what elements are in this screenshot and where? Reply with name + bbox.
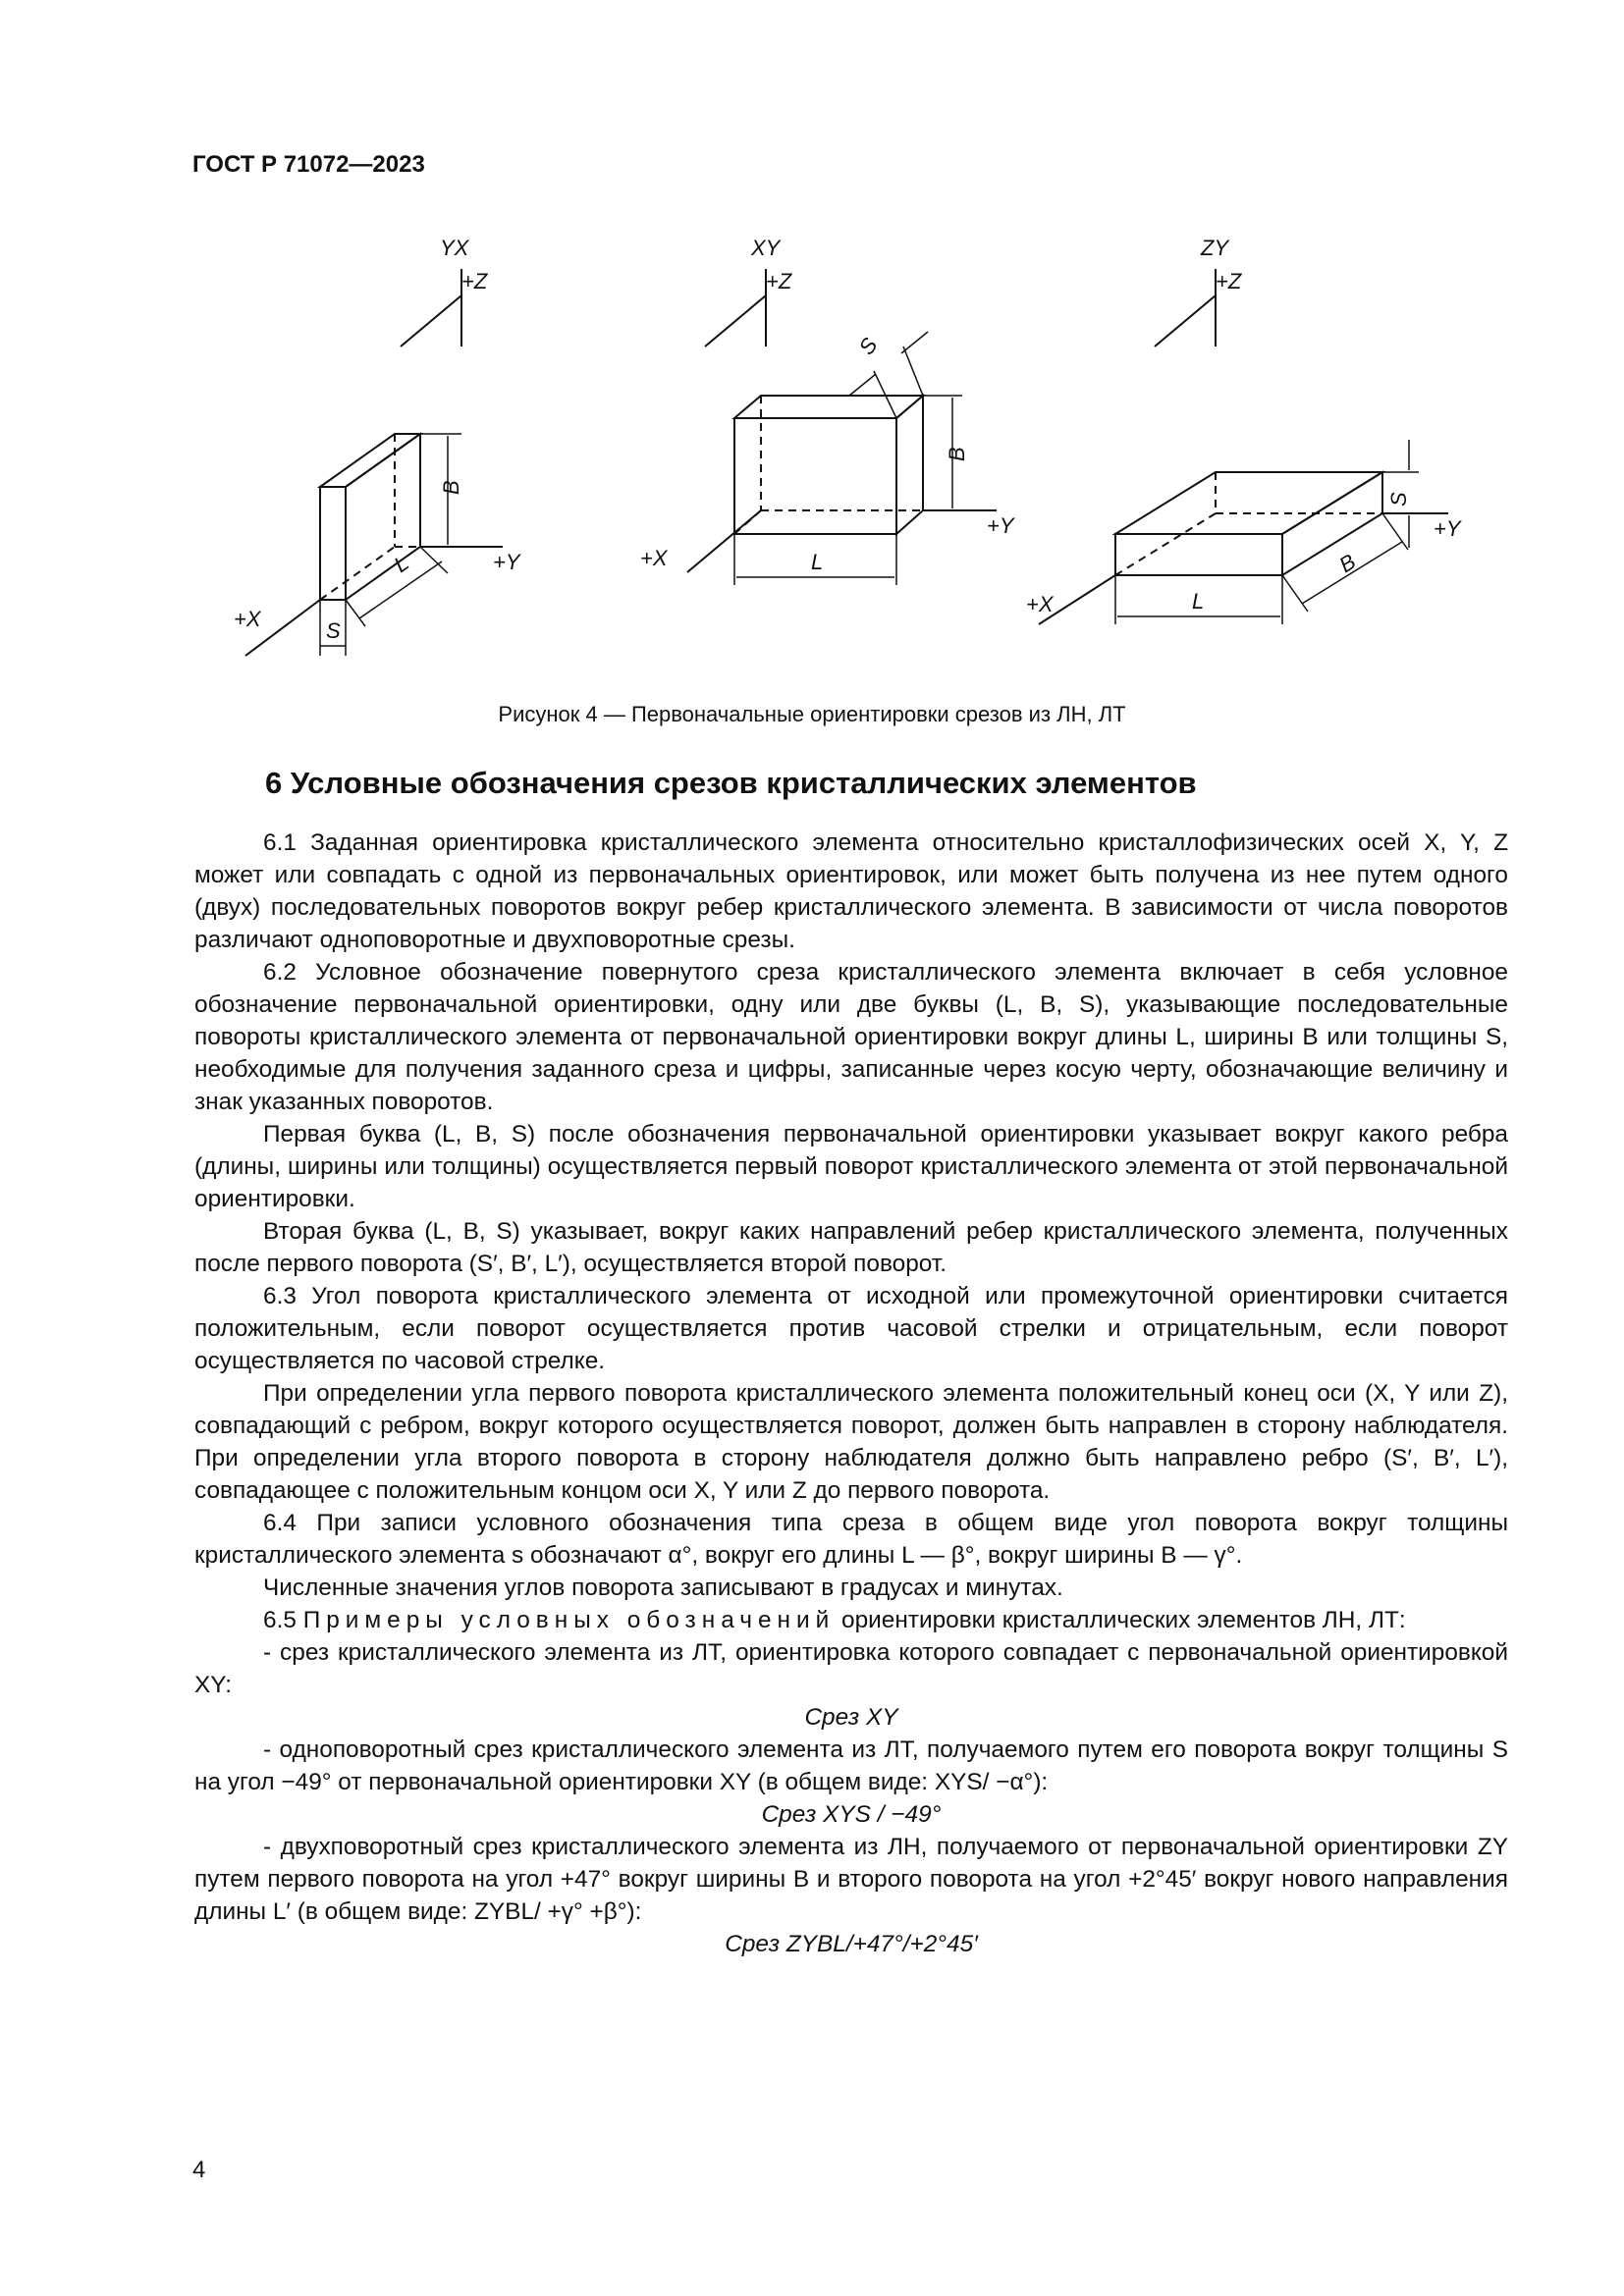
paragraph-first-letter: Первая буква (L, B, S) после обозначения первоначальной ориентировки указывает вокруг какого ребра (длины, ширины или толщины) осуществляется первый поворот кристаллического элемента от этой первоначальной ориентировки. — [194, 1121, 1508, 1212]
panel-zy-l-label: L — [1192, 589, 1205, 614]
paragraph-first-rotation: При определении угла первого поворота кристаллического элемента положительный конец оси (X, Y или Z), совпадающий с ребром, вокруг которого осуществляется поворот, должен быть направлен в сторону наблюдателя. При определении угла второго поворота в сторону наблюдателя должно быть направлено ребро (S′, B′, L′), совпадающее с положительным концом оси X, Y или Z до первого поворота. — [194, 1380, 1508, 1504]
orientation-diagram — [216, 234, 1461, 666]
panel-zy-y-label: +Y — [1434, 516, 1461, 541]
paragraph-6-4: 6.4 При записи условного обозначения типа среза в общем виде угол поворота вокруг толщины кристаллического элемента s обозначают α°, вокруг его длины L — β°, вокруг ширины B — γ°. — [194, 1510, 1508, 1569]
example-2-designation: Срез XYS / −49° — [761, 1801, 942, 1828]
panel-zy-x-label: +X — [1026, 592, 1054, 616]
paragraph-6-3: 6.3 Угол поворота кристаллического элемента от исходной или промежуточной ориентировки считается положительным, если поворот осуществляется против часовой стрелки и отрицательным, если поворот осуществляется по часовой стрелке. — [194, 1283, 1508, 1374]
paragraph-6-2: 6.2 Условное обозначение повернутого среза кристаллического элемента включает в себя условное обозначение первоначальной ориентировки, одну или две буквы (L, B, S), указывающие последовательные повороты кристаллического элемента от первоначальной ориентировки вокруг длины L, ширины B или толщины S, необходимые для получения заданного среза и цифры, записанные через косую черту, обозначающие величину и знак указанных поворотов. — [194, 959, 1508, 1115]
section-body — [194, 827, 1508, 1960]
panel-xy-x-label: +X — [640, 546, 668, 570]
panel-yx-z-label: +Z — [461, 269, 488, 294]
panel-xy-b-label: B — [945, 447, 969, 461]
panel-xy-z-label: +Z — [766, 269, 792, 294]
panel-xy-title: XY — [751, 236, 781, 260]
paragraph-units: Численные значения углов поворота записывают в градусах и минутах. — [263, 1575, 1063, 1601]
panel-xy — [640, 236, 1015, 585]
section-heading: 6 Условные обозначения срезов кристаллических элементов — [265, 766, 1197, 800]
paragraph-6-5-rest: ориентировки кристаллических элементов ЛН, ЛТ: — [835, 1607, 1406, 1633]
figure-caption: Рисунок 4 — Первоначальные ориентировки срезов из ЛН, ЛТ — [498, 702, 1126, 726]
panel-yx — [234, 236, 521, 656]
panel-yx-y-label: +Y — [493, 550, 520, 574]
document-header: ГОСТ Р 71072—2023 — [192, 151, 425, 178]
paragraph-second-letter: Вторая буква (L, B, S) указывает, вокруг каких направлений ребер кристаллического элемента, полученных после первого поворота (S′, B′, L′), осуществляется второй поворот. — [194, 1218, 1508, 1277]
panel-xy-l-label: L — [811, 550, 824, 574]
panel-yx-s-label: S — [326, 618, 341, 643]
panel-yx-x-label: +X — [234, 607, 261, 631]
panel-yx-l-label: L — [389, 550, 413, 578]
orientation-figure — [216, 234, 1461, 666]
panel-zy-z-label: +Z — [1216, 269, 1242, 294]
panel-xy-y-label: +Y — [987, 513, 1014, 538]
example-3-text: - двухповоротный срез кристаллического элемента из ЛН, получаемого от первоначальной ориентировки ZY путем первого поворота на угол +47° вокруг ширины B и второго поворота на угол +2°45′ вокруг нового направления длины L′ (в общем виде: ZYBL/ +γ° +β°): — [194, 1834, 1508, 1925]
panel-zy — [1026, 236, 1462, 624]
panel-xy-s-label: S — [853, 333, 883, 359]
panel-yx-title: YX — [440, 236, 469, 260]
example-1-text: - срез кристаллического элемента из ЛТ, ориентировка которого совпадает с первоначальной ориентировкой XY: — [194, 1639, 1508, 1698]
example-2-text: - одноповоротный срез кристаллического элемента из ЛТ, получаемого путем его поворота вокруг толщины S на угол −49° от первоначальной ориентировки XY (в общем виде: XYS/ −α°): — [194, 1736, 1508, 1795]
paragraph-6-5 — [194, 1604, 1508, 1636]
paragraph-6-5-spaced: Примеры условных обозначений — [302, 1607, 836, 1633]
panel-zy-s-label: S — [1386, 492, 1411, 507]
example-3-designation: Срез ZYBL/+47°/+2°45′ — [725, 1931, 978, 1957]
paragraph-6-5-number: 6.5 — [263, 1607, 303, 1633]
page-number: 4 — [192, 2157, 206, 2183]
panel-yx-b-label: B — [439, 480, 463, 495]
example-1-designation: Срез XY — [804, 1704, 898, 1731]
paragraph-6-1: 6.1 Заданная ориентировка кристаллического элемента относительно кристаллофизических осей X, Y, Z может или совпадать с одной из первоначальных ориентировок, или может быть получена из нее путем одного (двух) последовательных поворотов вокруг ребер кристаллического элемента. В зависимости от числа поворотов различают одноповоротные и двухповоротные срезы. — [194, 829, 1508, 953]
panel-zy-b-label: B — [1334, 549, 1361, 578]
panel-zy-title: ZY — [1201, 236, 1229, 260]
